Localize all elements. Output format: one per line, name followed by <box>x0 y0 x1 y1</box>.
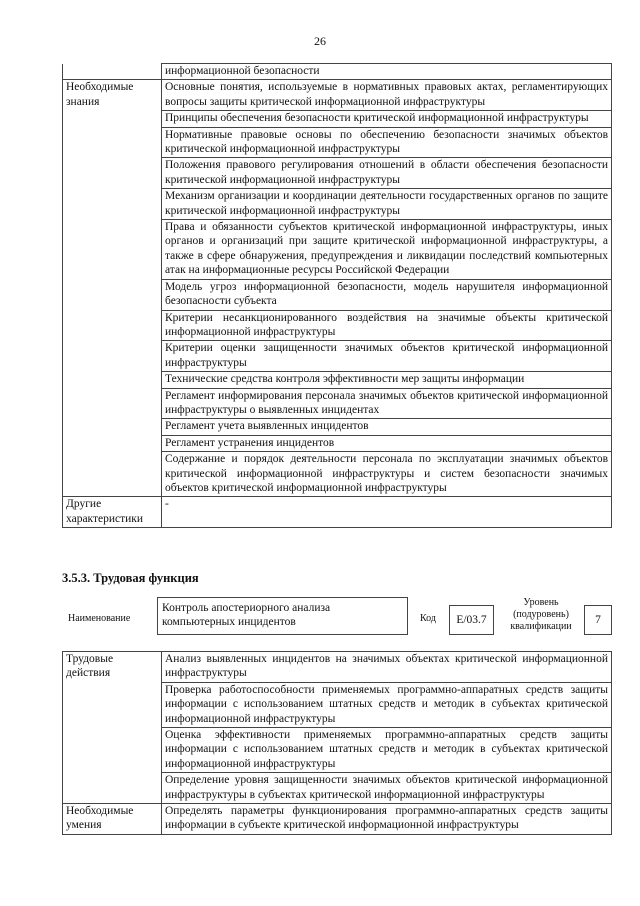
row-label: Другие характеристики <box>63 497 162 528</box>
level-value: 7 <box>584 605 612 635</box>
row-label: Необходимые знания <box>63 80 162 497</box>
row-text: Регламент устранения инцидентов <box>162 435 612 451</box>
knowledge-table <box>62 63 612 528</box>
row-text: Механизм организации и координации деятельности государственных органов по защите критической информационной инфраструктуры <box>162 189 612 220</box>
table-row <box>63 80 612 111</box>
page-number: 26 <box>314 34 326 48</box>
row-text: Положения правового регулирования отношений в области обеспечения безопасности критической информационной инфраструктуры <box>162 158 612 189</box>
level-label: Уровень (подуровень) квалификации <box>510 597 572 632</box>
row-text: Регламент учета выявленных инцидентов <box>162 419 612 435</box>
row-text: Технические средства контроля эффективности мер защиты информации <box>162 372 612 388</box>
row-text: Основные понятия, используемые в нормативных правовых актах, регламентирующих вопросы защиты критической информационной инфраструктуры <box>162 80 612 111</box>
row-text: Проверка работоспособности применяемых программно-аппаратных средств защиты информации с использованием штатных средств и методик в субъектах критической информационной инфраструктуры <box>162 682 612 727</box>
row-text: информационной безопасности <box>162 64 612 80</box>
row-text: Анализ выявленных инцидентов на значимых объектах критической информационной инфраструктуры <box>162 652 612 683</box>
row-text: Права и обязанности субъектов критической информационной инфраструктуры, иных органов и организаций при защите критической информационной инфраструктуры, а также в сфере обнаружения, предупреждения и ликвидации последствий компьютерных атак на информационные ресурсы Российской Федерации <box>162 220 612 280</box>
actions-table <box>62 651 612 835</box>
row-text: Модель угроз информационной безопасности, модель нарушителя информационной безопасности субъекта <box>162 279 612 310</box>
table-row <box>63 804 612 835</box>
row-text: Критерии несанкционированного воздействия на значимые объекты критической информационной инфраструктуры <box>162 310 612 341</box>
row-label <box>63 64 162 80</box>
row-text: Определять параметры функционирования программно-аппаратных средств защиты информации в субъекте критической информационной инфраструктуры <box>162 804 612 835</box>
table-row <box>63 497 612 528</box>
row-text: Определение уровня защищенности значимых объектов критической информационной инфраструктуры в субъектах критической информационной инфраструктуры <box>162 773 612 804</box>
row-text: - <box>162 497 612 528</box>
row-label: Трудовые действия <box>63 652 162 804</box>
code-value: E/03.7 <box>449 605 494 635</box>
row-text: Принципы обеспечения безопасности критической информационной инфраструктуры <box>162 111 612 127</box>
table-row <box>63 64 612 80</box>
row-text: Критерии оценки защищенности значимых объектов критической информационной инфраструктуры <box>162 341 612 372</box>
row-text: Регламент информирования персонала значимых объектов критической информационной инфраструктуры о выявленных инцидентах <box>162 388 612 419</box>
code-label: Код <box>420 613 436 624</box>
name-label: Наименование <box>68 613 131 624</box>
function-header <box>62 595 614 639</box>
row-text: Оценка эффективности применяемых программно-аппаратных средств защиты информации с использованием штатных средств и методик в субъектах критической информационной инфраструктуры <box>162 728 612 773</box>
row-text: Нормативные правовые основы по обеспечению безопасности значимых объектов критической информационной инфраструктуры <box>162 127 612 158</box>
name-value: Контроль апостериорного анализа компьютерных инцидентов <box>157 597 408 635</box>
table-row <box>63 652 612 683</box>
row-text: Содержание и порядок деятельности персонала по эксплуатации значимых объектов критической информационной инфраструктуры и систем безопасности значимых объектов критической информационной инфраструктуры <box>162 452 612 497</box>
row-label: Необходимые умения <box>63 804 162 835</box>
section-heading: 3.5.3. Трудовая функция <box>62 571 199 585</box>
